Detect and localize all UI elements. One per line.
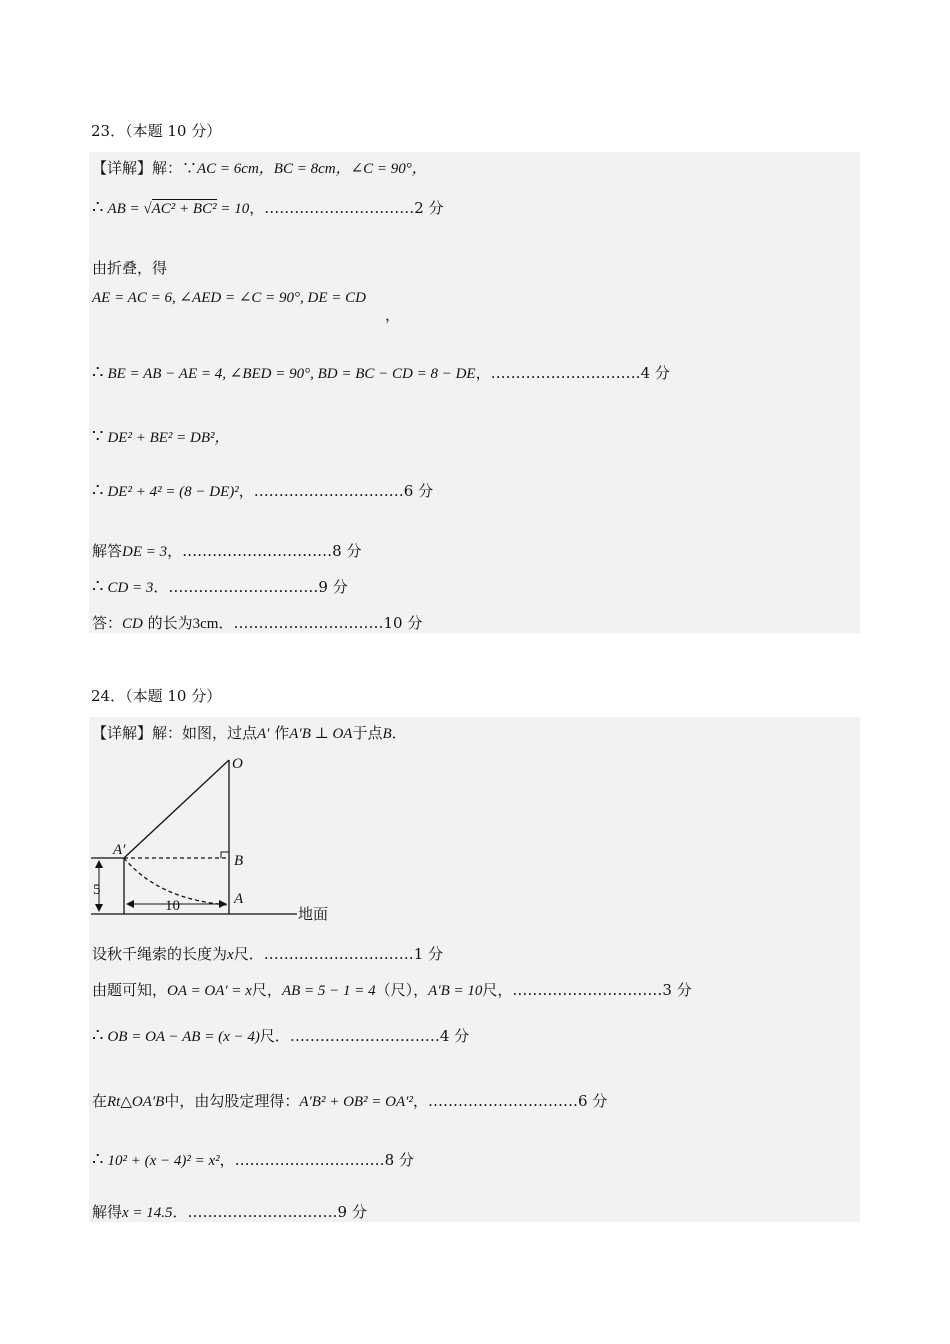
therefore-symbol: ∴ — [92, 1149, 104, 1170]
q24-l3-m3: A′B = 10 — [428, 983, 483, 999]
q24-l1-prefix: 【详解】解：如图，过点 — [92, 724, 258, 742]
q23-l6-math: DE² + BE² = DB²， — [107, 430, 230, 446]
q23-l2-radicand: AC² + BC² — [151, 201, 217, 217]
therefore-symbol: ∴ — [92, 576, 104, 597]
q24-line-7 — [92, 1201, 367, 1222]
q23-l2-math-a: AB = — [107, 201, 144, 217]
q24-l7-m: x = 14.5 — [122, 1205, 173, 1221]
q23-l10-math: CD — [122, 616, 143, 632]
therefore-symbol: ∴ — [92, 480, 104, 501]
q23-line-4 — [92, 288, 366, 307]
q24-l5-m1: Rt△OA′B — [107, 1094, 165, 1110]
label-A: A — [234, 891, 244, 907]
therefore-symbol: ∴ — [92, 1025, 104, 1046]
q23-l4-math: AE = AC = 6, ∠AED = ∠C = 90°, DE = CD — [92, 290, 366, 306]
q23-line-8 — [92, 540, 361, 561]
q23-line-1 — [92, 157, 427, 178]
q23-line-10 — [92, 612, 422, 633]
q23-l5-math: BE = AB − AE = 4, ∠BED = 90°, BD = BC − CD = 8 − DE — [107, 366, 476, 382]
q24-line-3 — [92, 979, 692, 1000]
q23-l1-prefix: 【详解】解：∵ — [92, 159, 198, 177]
label-A-prime: A′ — [113, 842, 126, 858]
q23-l1-math: AC = 6cm，BC = 8cm，∠C = 90°， — [197, 161, 427, 177]
label-10: 10 — [165, 898, 180, 914]
therefore-symbol: ∴ — [92, 362, 104, 383]
q24-solution-box — [89, 717, 860, 1222]
q24-l1-m3: B — [382, 726, 392, 742]
q23-l9-score: ．…………………………9 分 — [153, 578, 348, 596]
q23-l5-score: ，…………………………4 分 — [475, 364, 670, 382]
q23-l7-math: DE² + 4² = (8 − DE)² — [107, 484, 239, 500]
q24-l3-b: 尺， — [251, 981, 282, 999]
q24-l6-math: 10² + (x − 4)² = x² — [107, 1153, 220, 1169]
q24-l5-a: 在 — [92, 1092, 108, 1110]
because-symbol: ∵ — [92, 426, 104, 447]
therefore-symbol: ∴ — [92, 197, 104, 218]
q23-l8-prefix: 解答 — [92, 542, 123, 560]
label-ground: 地面 — [298, 905, 329, 923]
q24-l2-a: 设秋千绳索的长度为 — [92, 945, 228, 963]
q24-l6-score: ，…………………………8 分 — [219, 1151, 414, 1169]
q24-l1-m1: A′ — [257, 726, 270, 742]
label-B: B — [234, 853, 244, 869]
q24-l3-d: 尺，…………………………3 分 — [482, 981, 692, 999]
q23-line-3: 由折叠，得 — [92, 259, 168, 277]
q24-heading: 24．（本题 10 分） — [91, 687, 222, 705]
arrowhead-left — [126, 900, 134, 908]
label-O: O — [232, 756, 243, 772]
q24-l5-score: ，…………………………6 分 — [412, 1092, 608, 1110]
q23-line-6 — [92, 426, 230, 447]
arrowhead-up — [95, 860, 103, 868]
q24-l7-score: ．…………………………9 分 — [172, 1203, 367, 1221]
q24-line-2 — [92, 943, 443, 964]
q23-l9-math: CD = 3 — [107, 580, 154, 596]
q23-heading: 23．（本题 10 分） — [91, 122, 222, 140]
swing-figure — [89, 750, 349, 930]
q24-l2-b: 尺．…………………………1 分 — [233, 945, 443, 963]
sqrt-sign: √ — [143, 201, 152, 217]
arrowhead-right — [219, 900, 227, 908]
q24-l5-m2: A′B² + OB² = OA′² — [299, 1094, 413, 1110]
q23-solution-box — [89, 152, 860, 633]
q24-l4-math: OB = OA − AB = (x − 4) — [107, 1029, 260, 1045]
q24-l3-c: （尺）， — [375, 981, 429, 999]
q23-l10-value: 3cm — [192, 616, 219, 632]
q23-line-2 — [92, 197, 444, 218]
q23-l10-a: 答： — [92, 614, 123, 632]
arrowhead-down — [95, 904, 103, 912]
q23-l8-score: ，…………………………8 分 — [167, 542, 362, 560]
q24-l4-score: 尺．…………………………4 分 — [259, 1027, 470, 1045]
q24-line-4 — [92, 1025, 469, 1046]
q24-l1-mid2: 于点 — [352, 724, 383, 742]
label-5: 5 — [93, 882, 101, 898]
q23-l7-score: ，…………………………6 分 — [238, 482, 434, 500]
q23-l10-score: ．…………………………10 分 — [218, 614, 423, 632]
right-angle-mark — [221, 852, 229, 858]
q23-line-5 — [92, 362, 670, 383]
rope-OA-prime — [124, 760, 229, 858]
q23-line-4b: ， — [385, 306, 401, 324]
q23-l2-score: ，…………………………2 分 — [249, 199, 444, 217]
q24-l2-m: x — [227, 947, 234, 963]
q24-line-5 — [92, 1090, 607, 1111]
q24-l3-m2: AB = 5 − 1 = 4 — [281, 983, 376, 999]
q24-l3-a: 由题可知， — [92, 981, 168, 999]
q24-l1-end: ． — [391, 724, 407, 742]
q24-l1-mid: 作 — [269, 724, 290, 742]
q24-line-1 — [92, 722, 407, 743]
q23-l2-math-b: = 10 — [216, 201, 250, 217]
q24-l1-m2: A′B ⊥ OA — [289, 726, 353, 742]
q24-l5-b: 中，由勾股定理得： — [164, 1092, 300, 1110]
q24-line-6 — [92, 1149, 414, 1170]
q24-l3-m1: OA = OA′ = x — [167, 983, 252, 999]
q23-line-7 — [92, 480, 433, 501]
q23-l8-math: DE = 3 — [122, 544, 168, 560]
q23-l10-b: 的长为 — [142, 614, 193, 632]
q24-l7-a: 解得 — [92, 1203, 123, 1221]
q23-line-9 — [92, 576, 348, 597]
